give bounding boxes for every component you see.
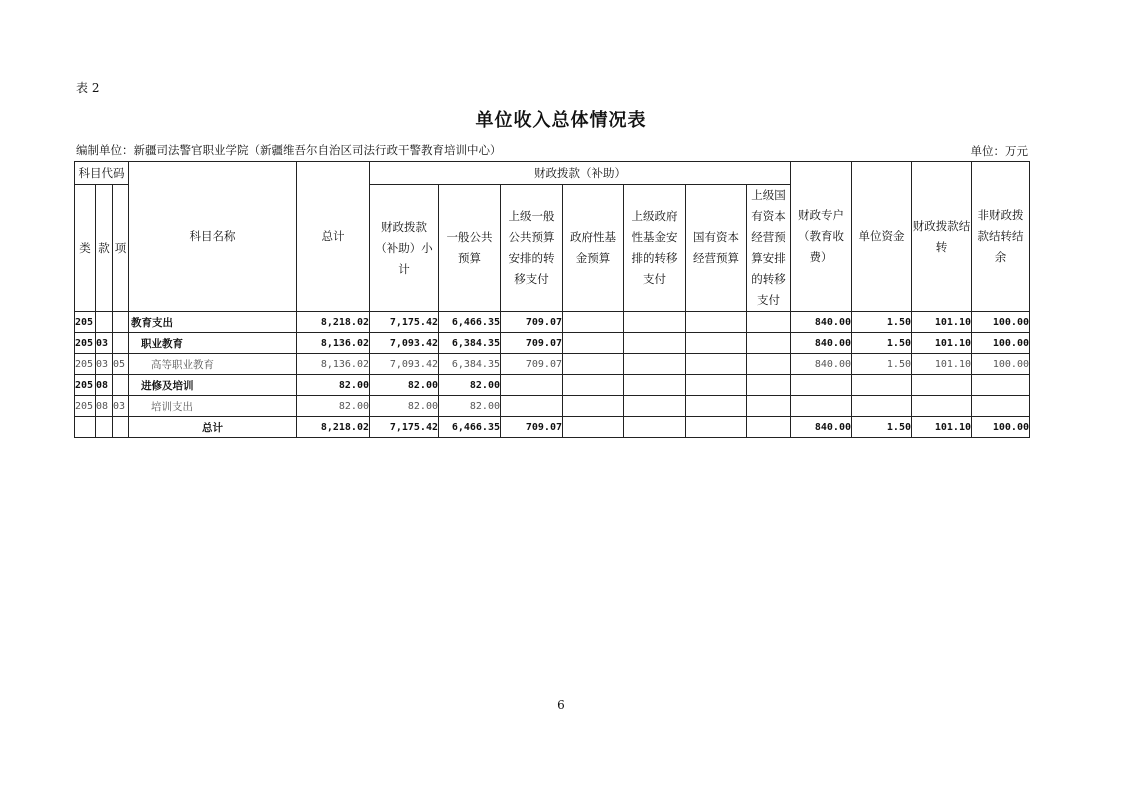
cell-gov-fund bbox=[563, 354, 624, 375]
header-state-capital: 国有资本经营预算 bbox=[686, 185, 747, 312]
header-total: 总计 bbox=[297, 162, 370, 312]
header-special-fiscal: 财政专户（教育收费） bbox=[791, 162, 852, 312]
cell-state-capital bbox=[686, 396, 747, 417]
cell-upper-general: 709.07 bbox=[501, 333, 563, 354]
cell-total: 8,218.02 bbox=[297, 417, 370, 438]
cell-nonfiscal-carryover: 100.00 bbox=[972, 417, 1030, 438]
cell-total: 8,218.02 bbox=[297, 312, 370, 333]
header-general-public: 一般公共预算 bbox=[439, 185, 501, 312]
cell-gov-fund bbox=[563, 375, 624, 396]
cell-general: 6,466.35 bbox=[439, 312, 501, 333]
cell-kuan: 08 bbox=[96, 396, 113, 417]
cell-empty bbox=[75, 417, 96, 438]
cell-general: 82.00 bbox=[439, 375, 501, 396]
table-row bbox=[75, 375, 1030, 396]
cell-general: 6,384.35 bbox=[439, 354, 501, 375]
cell-special-fiscal: 840.00 bbox=[791, 312, 852, 333]
cell-nonfiscal-carryover bbox=[972, 396, 1030, 417]
cell-subtotal: 82.00 bbox=[370, 396, 439, 417]
cell-fiscal-carryover: 101.10 bbox=[912, 312, 972, 333]
header-upper-gov-fund: 上级政府性基金安排的转移支付 bbox=[624, 185, 686, 312]
cell-nonfiscal-carryover: 100.00 bbox=[972, 312, 1030, 333]
cell-upper-state-capital bbox=[747, 354, 791, 375]
cell-general: 6,384.35 bbox=[439, 333, 501, 354]
cell-name: 进修及培训 bbox=[129, 375, 297, 396]
cell-gov-fund bbox=[563, 312, 624, 333]
cell-name: 培训支出 bbox=[129, 396, 297, 417]
cell-state-capital bbox=[686, 375, 747, 396]
cell-lei: 205 bbox=[75, 312, 96, 333]
cell-subtotal: 7,093.42 bbox=[370, 333, 439, 354]
cell-state-capital bbox=[686, 417, 747, 438]
cell-upper-gov-fund bbox=[624, 312, 686, 333]
header-row-1 bbox=[75, 162, 1030, 185]
cell-general: 6,466.35 bbox=[439, 417, 501, 438]
header-fiscal-subtotal: 财政拨款（补助）小计 bbox=[370, 185, 439, 312]
cell-subtotal: 7,175.42 bbox=[370, 417, 439, 438]
header-kuan: 款 bbox=[96, 185, 113, 312]
cell-gov-fund bbox=[563, 417, 624, 438]
cell-upper-gov-fund bbox=[624, 333, 686, 354]
cell-kuan: 03 bbox=[96, 333, 113, 354]
header-nonfiscal-carryover: 非财政拨款结转结余 bbox=[972, 162, 1030, 312]
cell-upper-general bbox=[501, 396, 563, 417]
cell-special-fiscal: 840.00 bbox=[791, 333, 852, 354]
cell-upper-general bbox=[501, 375, 563, 396]
header-fiscal-group: 财政拨款（补助） bbox=[370, 162, 791, 185]
cell-empty bbox=[113, 417, 129, 438]
cell-upper-gov-fund bbox=[624, 354, 686, 375]
cell-xiang bbox=[113, 375, 129, 396]
cell-upper-general: 709.07 bbox=[501, 312, 563, 333]
cell-state-capital bbox=[686, 354, 747, 375]
cell-fiscal-carryover: 101.10 bbox=[912, 354, 972, 375]
cell-special-fiscal bbox=[791, 375, 852, 396]
cell-subtotal: 7,175.42 bbox=[370, 312, 439, 333]
header-lei: 类 bbox=[75, 185, 96, 312]
cell-unit-funds bbox=[852, 375, 912, 396]
cell-upper-general: 709.07 bbox=[501, 417, 563, 438]
cell-nonfiscal-carryover bbox=[972, 375, 1030, 396]
header-subject-code: 科目代码 bbox=[75, 162, 129, 185]
page-title: 单位收入总体情况表 bbox=[475, 110, 647, 131]
header-xiang: 项 bbox=[113, 185, 129, 312]
total-row bbox=[75, 417, 1030, 438]
header-gov-fund: 政府性基金预算 bbox=[563, 185, 624, 312]
header-upper-state-capital: 上级国有资本经营预算安排的转移支付 bbox=[747, 185, 791, 312]
cell-upper-gov-fund bbox=[624, 396, 686, 417]
cell-unit-funds: 1.50 bbox=[852, 333, 912, 354]
cell-lei: 205 bbox=[75, 354, 96, 375]
cell-upper-gov-fund bbox=[624, 417, 686, 438]
cell-general: 82.00 bbox=[439, 396, 501, 417]
cell-special-fiscal: 840.00 bbox=[791, 354, 852, 375]
cell-name: 高等职业教育 bbox=[129, 354, 297, 375]
cell-total: 82.00 bbox=[297, 375, 370, 396]
cell-gov-fund bbox=[563, 396, 624, 417]
header-upper-general: 上级一般公共预算安排的转移支付 bbox=[501, 185, 563, 312]
cell-upper-general: 709.07 bbox=[501, 354, 563, 375]
table-number: 表 2 bbox=[76, 81, 100, 95]
cell-upper-state-capital bbox=[747, 312, 791, 333]
cell-xiang: 03 bbox=[113, 396, 129, 417]
cell-upper-gov-fund bbox=[624, 375, 686, 396]
currency-unit: 单位：万元 bbox=[970, 144, 1028, 158]
cell-subtotal: 7,093.42 bbox=[370, 354, 439, 375]
page-number: 6 bbox=[557, 698, 565, 712]
cell-subtotal: 82.00 bbox=[370, 375, 439, 396]
cell-special-fiscal bbox=[791, 396, 852, 417]
cell-state-capital bbox=[686, 333, 747, 354]
cell-unit-funds: 1.50 bbox=[852, 312, 912, 333]
cell-total: 82.00 bbox=[297, 396, 370, 417]
cell-fiscal-carryover: 101.10 bbox=[912, 333, 972, 354]
cell-upper-state-capital bbox=[747, 375, 791, 396]
cell-special-fiscal: 840.00 bbox=[791, 417, 852, 438]
cell-unit-funds: 1.50 bbox=[852, 354, 912, 375]
table-row bbox=[75, 333, 1030, 354]
cell-total: 8,136.02 bbox=[297, 354, 370, 375]
cell-xiang bbox=[113, 312, 129, 333]
cell-kuan: 08 bbox=[96, 375, 113, 396]
cell-xiang: 05 bbox=[113, 354, 129, 375]
header-unit-funds: 单位资金 bbox=[852, 162, 912, 312]
income-summary-table bbox=[74, 161, 1030, 438]
cell-fiscal-carryover bbox=[912, 375, 972, 396]
cell-gov-fund bbox=[563, 333, 624, 354]
cell-nonfiscal-carryover: 100.00 bbox=[972, 354, 1030, 375]
header-fiscal-carryover: 财政拨款结转 bbox=[912, 162, 972, 312]
cell-unit-funds: 1.50 bbox=[852, 417, 912, 438]
total-label: 总计 bbox=[129, 417, 297, 438]
cell-fiscal-carryover bbox=[912, 396, 972, 417]
cell-name: 教育支出 bbox=[129, 312, 297, 333]
cell-fiscal-carryover: 101.10 bbox=[912, 417, 972, 438]
cell-total: 8,136.02 bbox=[297, 333, 370, 354]
table-row bbox=[75, 312, 1030, 333]
cell-xiang bbox=[113, 333, 129, 354]
cell-kuan: 03 bbox=[96, 354, 113, 375]
cell-lei: 205 bbox=[75, 333, 96, 354]
cell-lei: 205 bbox=[75, 375, 96, 396]
header-subject-name: 科目名称 bbox=[129, 162, 297, 312]
cell-name: 职业教育 bbox=[129, 333, 297, 354]
cell-upper-state-capital bbox=[747, 417, 791, 438]
compiling-unit: 编制单位：新疆司法警官职业学院（新疆维吾尔自治区司法行政干警教育培训中心） bbox=[76, 143, 502, 157]
cell-state-capital bbox=[686, 312, 747, 333]
cell-empty bbox=[96, 417, 113, 438]
cell-unit-funds bbox=[852, 396, 912, 417]
table-row bbox=[75, 354, 1030, 375]
cell-kuan bbox=[96, 312, 113, 333]
cell-upper-state-capital bbox=[747, 396, 791, 417]
cell-upper-state-capital bbox=[747, 333, 791, 354]
table-row bbox=[75, 396, 1030, 417]
cell-lei: 205 bbox=[75, 396, 96, 417]
cell-nonfiscal-carryover: 100.00 bbox=[972, 333, 1030, 354]
